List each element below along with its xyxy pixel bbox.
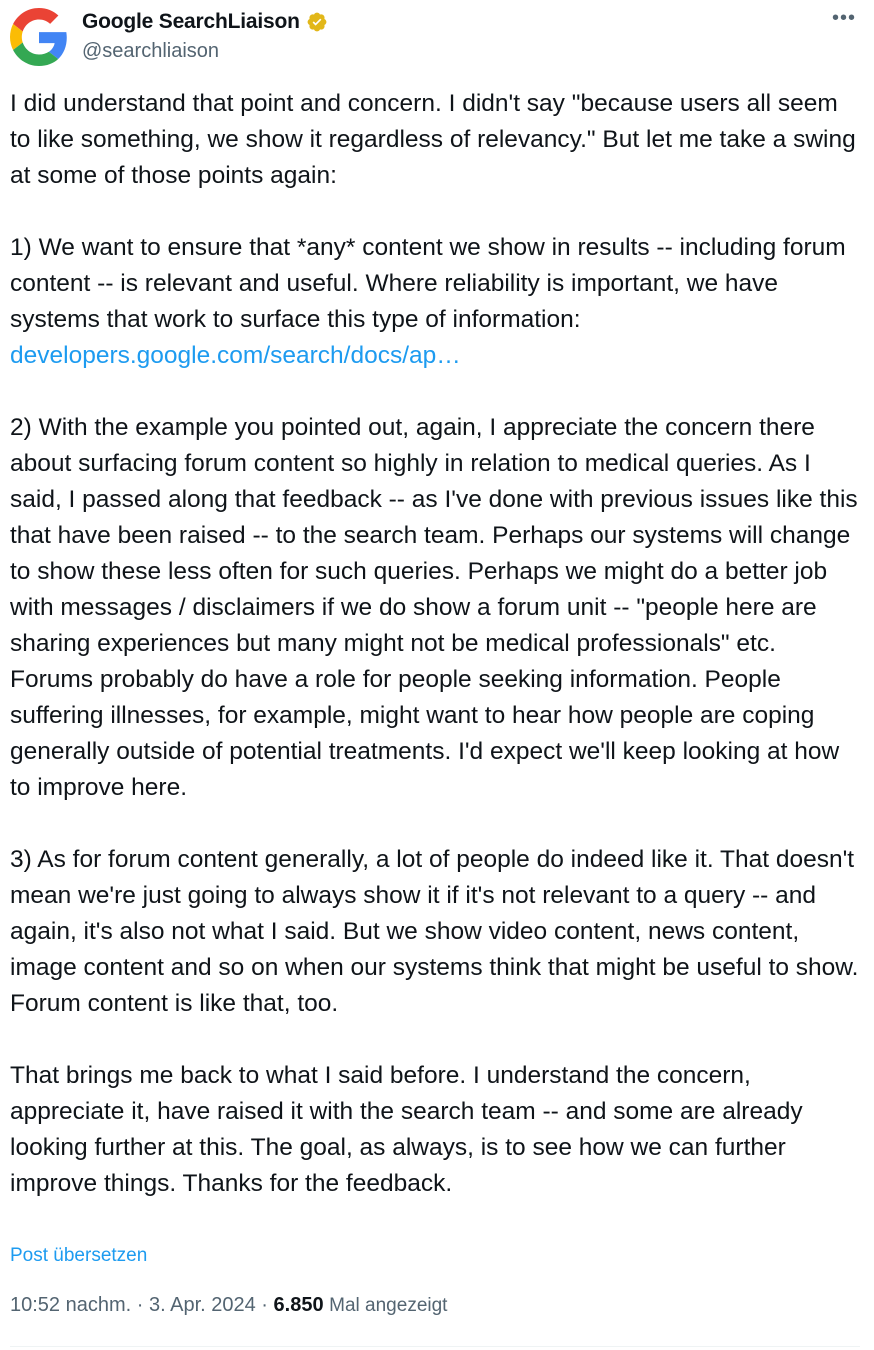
handle[interactable]: @searchliaison bbox=[82, 40, 220, 62]
post-time[interactable]: 10:52 nachm. bbox=[10, 1294, 132, 1316]
verified-badge-icon[interactable] bbox=[306, 11, 328, 33]
more-options-icon[interactable]: ••• bbox=[831, 6, 856, 29]
tweet-paragraph: 2) With the example you pointed out, again, I appreciate the concern there about surfacing forum content so highly in relation to medical queries. As I said, I passed along that feedback -- as I've done with previous issues like this that have been raised -- to the search team. Perhaps our systems will change to show these less often for such queries. Perhaps we might do a better job with messages / disclaimers if we do show a forum unit -- "people here are sharing experiences but many might not be medical professionals" etc. Forums probably do have a role for people seeking information. People suffering illnesses, for example, might want to hear how people are coping generally outside of potential treatments. I'd expect we'll keep looking at how to improve here. bbox=[10, 414, 858, 801]
tweet-paragraph bbox=[10, 230, 862, 374]
post-metadata bbox=[10, 1294, 447, 1317]
display-name[interactable]: Google SearchLiaison bbox=[82, 10, 300, 33]
tweet-paragraph: That brings me back to what I said before. I understand the concern, appreciate it, have raised it with the search team -- and some are already looking further at this. The goal, as always, is to see how we can further improve things. Thanks for the feedback. bbox=[10, 1062, 803, 1197]
tweet-text bbox=[10, 86, 862, 1202]
view-count: 6.850 bbox=[273, 1294, 324, 1316]
tweet-paragraph: I did understand that point and concern. I didn't say "because users all seem to like something, we show it regardless of relevancy." But let me take a swing at some of those points again: bbox=[10, 90, 856, 189]
divider bbox=[10, 1346, 860, 1347]
separator: · bbox=[131, 1294, 149, 1316]
name-row bbox=[82, 10, 328, 34]
separator: · bbox=[255, 1294, 274, 1316]
post-date[interactable]: 3. Apr. 2024 bbox=[148, 1294, 256, 1316]
tweet-link[interactable]: developers.google.com/search/docs/ap… bbox=[10, 342, 461, 369]
tweet-header bbox=[10, 6, 860, 68]
translate-post-link[interactable]: Post übersetzen bbox=[10, 1245, 148, 1266]
tweet-paragraph-text: 1) We want to ensure that *any* content we show in results -- including forum content -- is relevant and useful. Where reliability is important, we have systems that work to surface this type of information: bbox=[10, 234, 846, 333]
view-count-label: Mal angezeigt bbox=[329, 1295, 448, 1316]
google-g-logo-icon bbox=[10, 8, 68, 66]
avatar[interactable] bbox=[10, 8, 68, 66]
tweet-paragraph: 3) As for forum content generally, a lot of people do indeed like it. That doesn't mean we're just going to always show it if it's not relevant to a query -- and again, it's also not what I said. But we show video content, news content, image content and so on when our systems think that might be useful to show. Forum content is like that, too. bbox=[10, 846, 859, 1017]
